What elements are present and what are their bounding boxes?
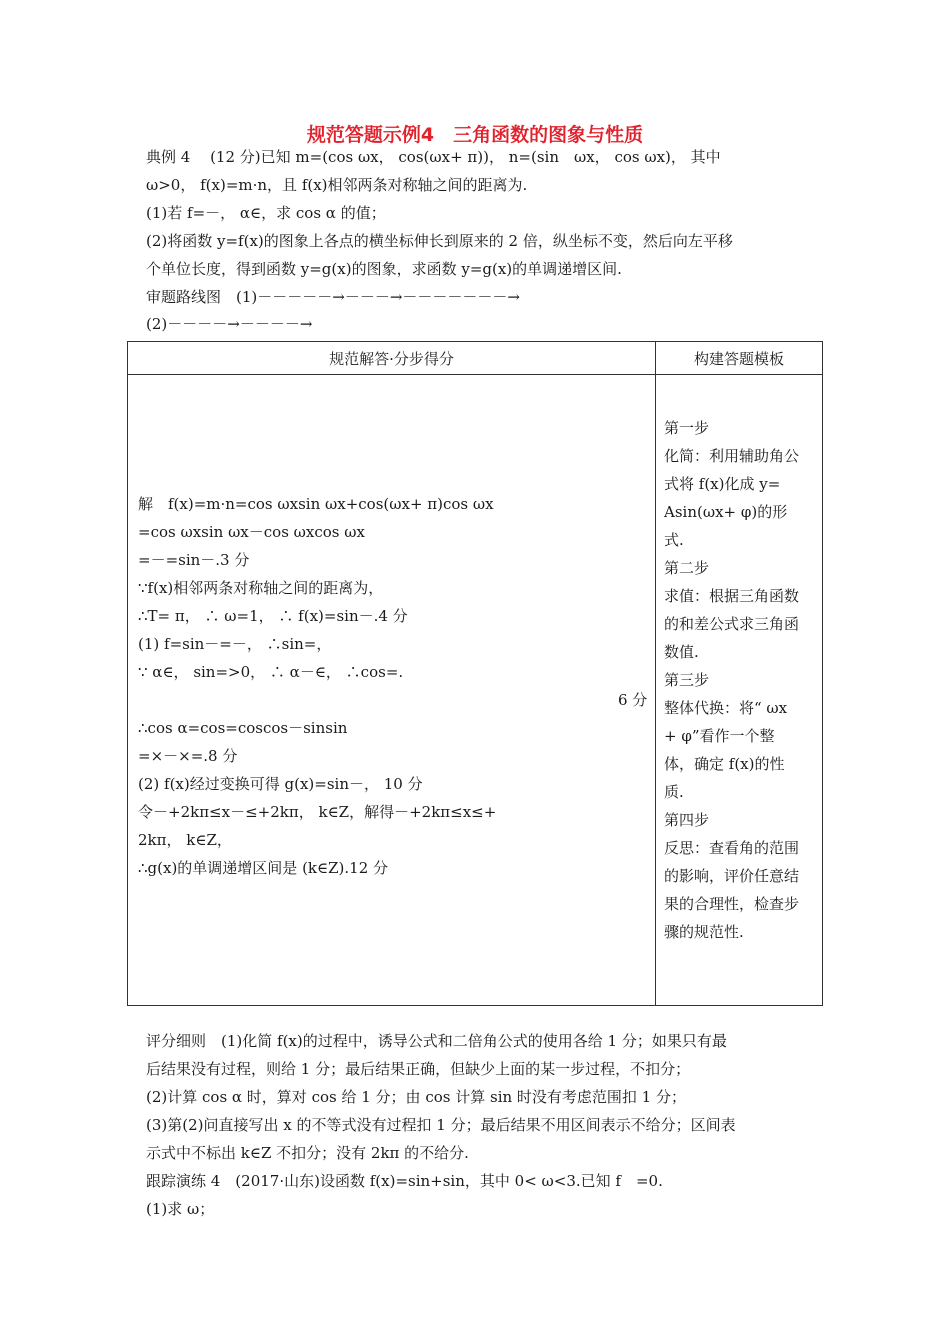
header-template: 构建答题模板 [693,350,784,368]
template-line: 的影响，评价任意结 [664,867,800,885]
solution-line: (2) f(x)经过变换可得 g(x)=sin－， 10 分 [138,775,423,793]
template-line: 体，确定 f(x)的性 [664,755,785,773]
template-line: 化简：利用辅助角公 [664,447,800,465]
score-label: 6 分 [618,691,648,709]
solution-line: 解 f(x)=m·n=cos ωxsin ωx+cos(ωx+ π)cos ωx [138,495,494,513]
template-step-heading: 第一步 [664,419,710,437]
roadmap-line-2: (2)－－－－→－－－－→ [146,315,313,333]
template-line: 式. [664,531,684,549]
practice-line-2: (1)求 ω； [146,1200,215,1218]
problem-line-5: 个单位长度，得到函数 y=g(x)的图象，求函数 y=g(x)的单调递增区间. [146,260,622,278]
solution-line: ∴g(x)的单调递增区间是 (k∈Z).12 分 [138,859,389,877]
scoring-line-1: 评分细则 (1)化简 f(x)的过程中，诱导公式和二倍角公式的使用各给 1 分；如果只有最 [146,1032,727,1050]
solution-line: =×－×=.8 分 [138,747,238,765]
template-line: 式将 f(x)化成 y= [664,475,781,493]
template-line: 质. [664,783,684,801]
template-step-heading: 第三步 [664,671,710,689]
scoring-line-3: (2)计算 cos α 时，算对 cos 给 1 分；由 cos 计算 sin 时没有考虑范围扣 1 分； [146,1088,686,1106]
header-solution: 规范解答·分步得分 [329,350,454,368]
problem-line-3: (1)若 f=－， α∈，求 cos α 的值； [146,204,386,222]
page-title: 规范答题示例4 三角函数的图象与性质 [306,124,644,146]
solution-line: 2kπ， k∈Z， [138,831,232,849]
problem-line-2: ω>0， f(x)=m·n，且 f(x)相邻两条对称轴之间的距离为. [146,176,528,194]
template-line: 求值：根据三角函数 [664,587,800,605]
table-header-rule [128,374,822,375]
template-step-heading: 第二步 [664,559,710,577]
solution-line: =cos ωxsin ωx－cos ωxcos ωx [138,523,365,541]
solution-line: ∵ α∈， sin=>0， ∴ α－∈， ∴cos=. [138,663,404,681]
problem-line-1: 典例 4 (12 分)已知 m=(cos ωx， cos(ωx+ π))， n=(sin ωx， cos ωx)， 其中 [146,148,721,166]
template-step-heading: 第四步 [664,811,710,829]
solution-line: ∴cos α=cos=coscos－sinsin [138,719,348,737]
roadmap-line-1: 审题路线图 (1)－－－－－→－－－→－－－－－－－→ [146,288,520,306]
scoring-line-4: (3)第(2)问直接写出 x 的不等式没有过程扣 1 分；最后结果不用区间表示不给分；区间表 [146,1116,736,1134]
template-line: 反思：查看角的范围 [664,839,800,857]
template-line: 数值. [664,643,699,661]
solution-line: ∵f(x)相邻两条对称轴之间的距离为， [138,579,384,597]
template-line: 骤的规范性. [664,923,744,941]
solution-line: (1) f=sin－=－， ∴sin=， [138,635,332,653]
table-divider [655,342,656,1005]
template-line: 整体代换：将“ ωx [664,699,788,717]
practice-line-1: 跟踪演练 4 (2017·山东)设函数 f(x)=sin+sin，其中 0< ω<3.已知 f =0. [146,1172,663,1190]
scoring-line-5: 示式中不标出 k∈Z 不扣分；没有 2kπ 的不给分. [146,1144,469,1162]
template-line: 的和差公式求三角函 [664,615,800,633]
problem-line-4: (2)将函数 y=f(x)的图象上各点的横坐标伸长到原来的 2 倍，纵坐标不变，然后向左平移 [146,232,733,250]
template-line: Asin(ωx+ φ)的形 [664,503,788,521]
template-line: 果的合理性，检查步 [664,895,800,913]
solution-table [127,341,823,1006]
solution-line: =－=sin－.3 分 [138,551,250,569]
scoring-line-2: 后结果没有过程，则给 1 分；最后结果正确，但缺少上面的某一步过程，不扣分； [146,1060,691,1078]
solution-line: ∴T= π， ∴ ω=1， ∴ f(x)=sin－.4 分 [138,607,408,625]
template-line: + φ”看作一个整 [664,727,775,745]
solution-line: 令－+2kπ≤x－≤+2kπ， k∈Z，解得－+2kπ≤x≤+ [138,803,497,821]
